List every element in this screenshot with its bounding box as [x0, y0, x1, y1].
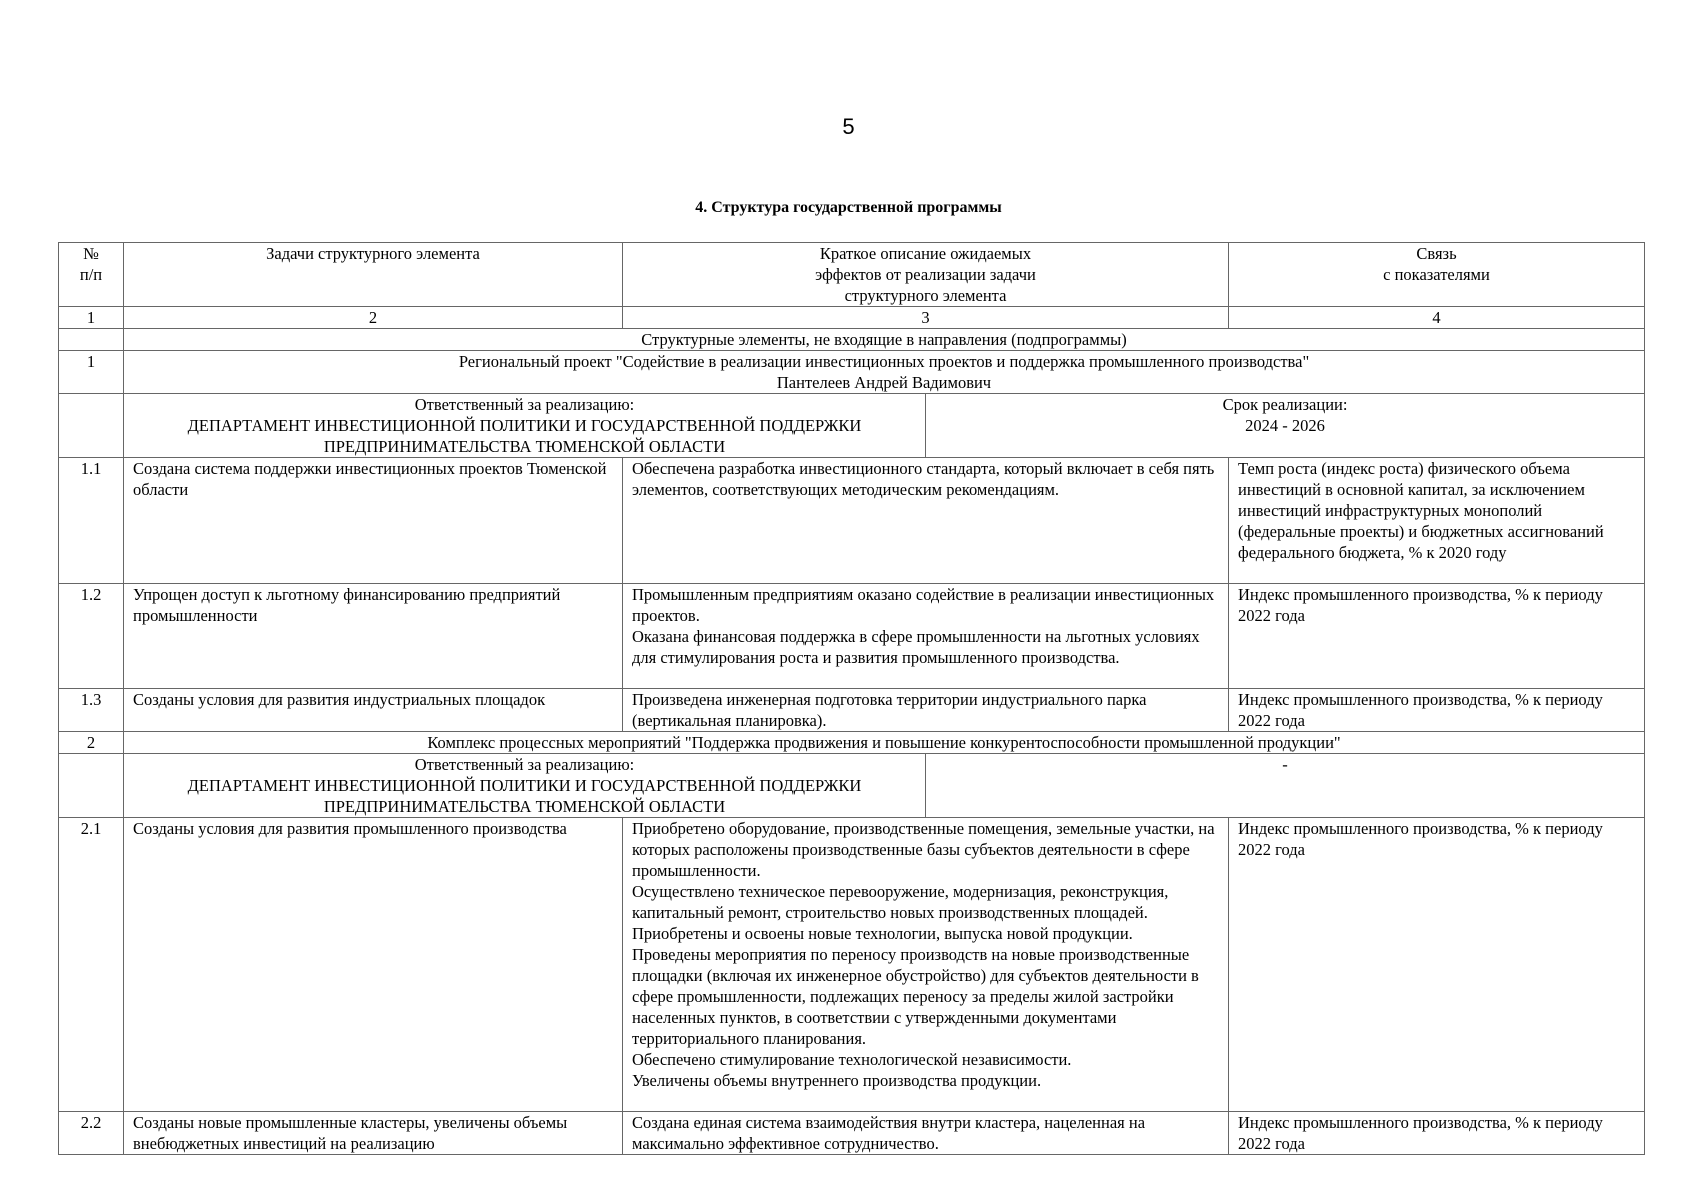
header-col-indicators: Связь с показателями [1229, 243, 1645, 307]
task-number: 1.2 [59, 584, 124, 689]
responsible-row [59, 754, 1645, 818]
col-number-1: 1 [59, 307, 124, 329]
task-indicator: Темп роста (индекс роста) физического объема инвестиций в основной капитал, за исключением инвестиций инфраструктурных монополий (федеральные проекты) и бюджетных ассигнований федерального бюджета, % к 2020 году [1229, 458, 1645, 584]
project-number: 1 [59, 351, 124, 394]
col-number-4: 4 [1229, 307, 1645, 329]
task-description: Упрощен доступ к льготному финансированию предприятий промышленности [124, 584, 623, 689]
column-number-row [59, 307, 1645, 329]
group-row [59, 329, 1645, 351]
project-number: 2 [59, 732, 124, 754]
col-number-3: 3 [623, 307, 1229, 329]
responsible-department: Ответственный за реализацию: ДЕПАРТАМЕНТ ИНВЕСТИЦИОННОЙ ПОЛИТИКИ И ГОСУДАРСТВЕННОЙ ПОДДЕРЖКИ ПРЕДПРИНИМАТЕЛЬСТВА ТЮМЕНСКОЙ ОБЛАСТИ [124, 394, 926, 458]
project-row [59, 732, 1645, 754]
implementation-term: Срок реализации: 2024 - 2026 [926, 394, 1645, 458]
group-row-title: Структурные элементы, не входящие в направления (подпрограммы) [124, 329, 1645, 351]
col-number-2: 2 [124, 307, 623, 329]
section-title: 4. Структура государственной программы [695, 199, 1002, 216]
responsible-row [59, 394, 1645, 458]
task-effect: Произведена инженерная подготовка территории индустриального парка (вертикальная планировка). [623, 689, 1229, 732]
table-row [59, 818, 1645, 1112]
task-description: Созданы условия для развития промышленного производства [124, 818, 623, 1112]
header-col-number: № п/п [59, 243, 124, 307]
task-number: 2.2 [59, 1112, 124, 1155]
project-title: Комплекс процессных мероприятий "Поддержка продвижения и повышение конкурентоспособности промышленной продукции" [124, 732, 1645, 754]
table-row [59, 1112, 1645, 1155]
project-title: Региональный проект "Содействие в реализации инвестиционных проектов и поддержка промышленного производства" Пантелеев Андрей Вадимович [124, 351, 1645, 394]
task-effect: Приобретено оборудование, производственные помещения, земельные участки, на которых расположены производственные базы субъектов деятельности в сфере промышленности. Осуществлено техническое перевооружение, модернизация, реконструкция, капитальный ремонт, строительство новых производственных площадей. Приобретены и освоены новые технологии, выпуска новой продукции. Проведены мероприятия по переносу производств на новые производственные площадки (включая их инженерное обустройство) для субъектов деятельности в сфере промышленности, подлежащих переносу за пределы жилой застройки населенных пунктов, в соответствии с утвержденными документами территориального планирования. Обеспечено стимулирование технологической независимости. Увеличены объемы внутреннего производства продукции. [623, 818, 1229, 1112]
structure-table [58, 242, 1645, 1155]
task-description: Созданы новые промышленные кластеры, увеличены объемы внебюджетных инвестиций на реализацию [124, 1112, 623, 1155]
task-indicator: Индекс промышленного производства, % к периоду 2022 года [1229, 689, 1645, 732]
responsible-empty-cell [59, 754, 124, 818]
task-indicator: Индекс промышленного производства, % к периоду 2022 года [1229, 584, 1645, 689]
responsible-empty-cell [59, 394, 124, 458]
implementation-term: - [926, 754, 1645, 818]
task-description: Создана система поддержки инвестиционных проектов Тюменской области [124, 458, 623, 584]
task-effect: Обеспечена разработка инвестиционного стандарта, который включает в себя пять элементов, соответствующих методическим рекомендациям. [623, 458, 1229, 584]
task-description: Созданы условия для развития индустриальных площадок [124, 689, 623, 732]
task-effect: Создана единая система взаимодействия внутри кластера, нацеленная на максимально эффективное сотрудничество. [623, 1112, 1229, 1155]
responsible-department: Ответственный за реализацию: ДЕПАРТАМЕНТ ИНВЕСТИЦИОННОЙ ПОЛИТИКИ И ГОСУДАРСТВЕННОЙ ПОДДЕРЖКИ ПРЕДПРИНИМАТЕЛЬСТВА ТЮМЕНСКОЙ ОБЛАСТИ [124, 754, 926, 818]
header-row [59, 243, 1645, 307]
task-effect: Промышленным предприятиям оказано содействие в реализации инвестиционных проектов. Оказана финансовая поддержка в сфере промышленности на льготных условиях для стимулирования роста и развития промышленного производства. [623, 584, 1229, 689]
table-row [59, 689, 1645, 732]
task-number: 1.1 [59, 458, 124, 584]
header-col-effects: Краткое описание ожидаемых эффектов от реализации задачи структурного элемента [623, 243, 1229, 307]
table-row [59, 584, 1645, 689]
group-row-empty-cell [59, 329, 124, 351]
task-indicator: Индекс промышленного производства, % к периоду 2022 года [1229, 1112, 1645, 1155]
table-row [59, 458, 1645, 584]
task-number: 2.1 [59, 818, 124, 1112]
task-number: 1.3 [59, 689, 124, 732]
project-row [59, 351, 1645, 394]
page-number: 5 [842, 114, 855, 139]
task-indicator: Индекс промышленного производства, % к периоду 2022 года [1229, 818, 1645, 1112]
header-col-tasks: Задачи структурного элемента [124, 243, 623, 307]
